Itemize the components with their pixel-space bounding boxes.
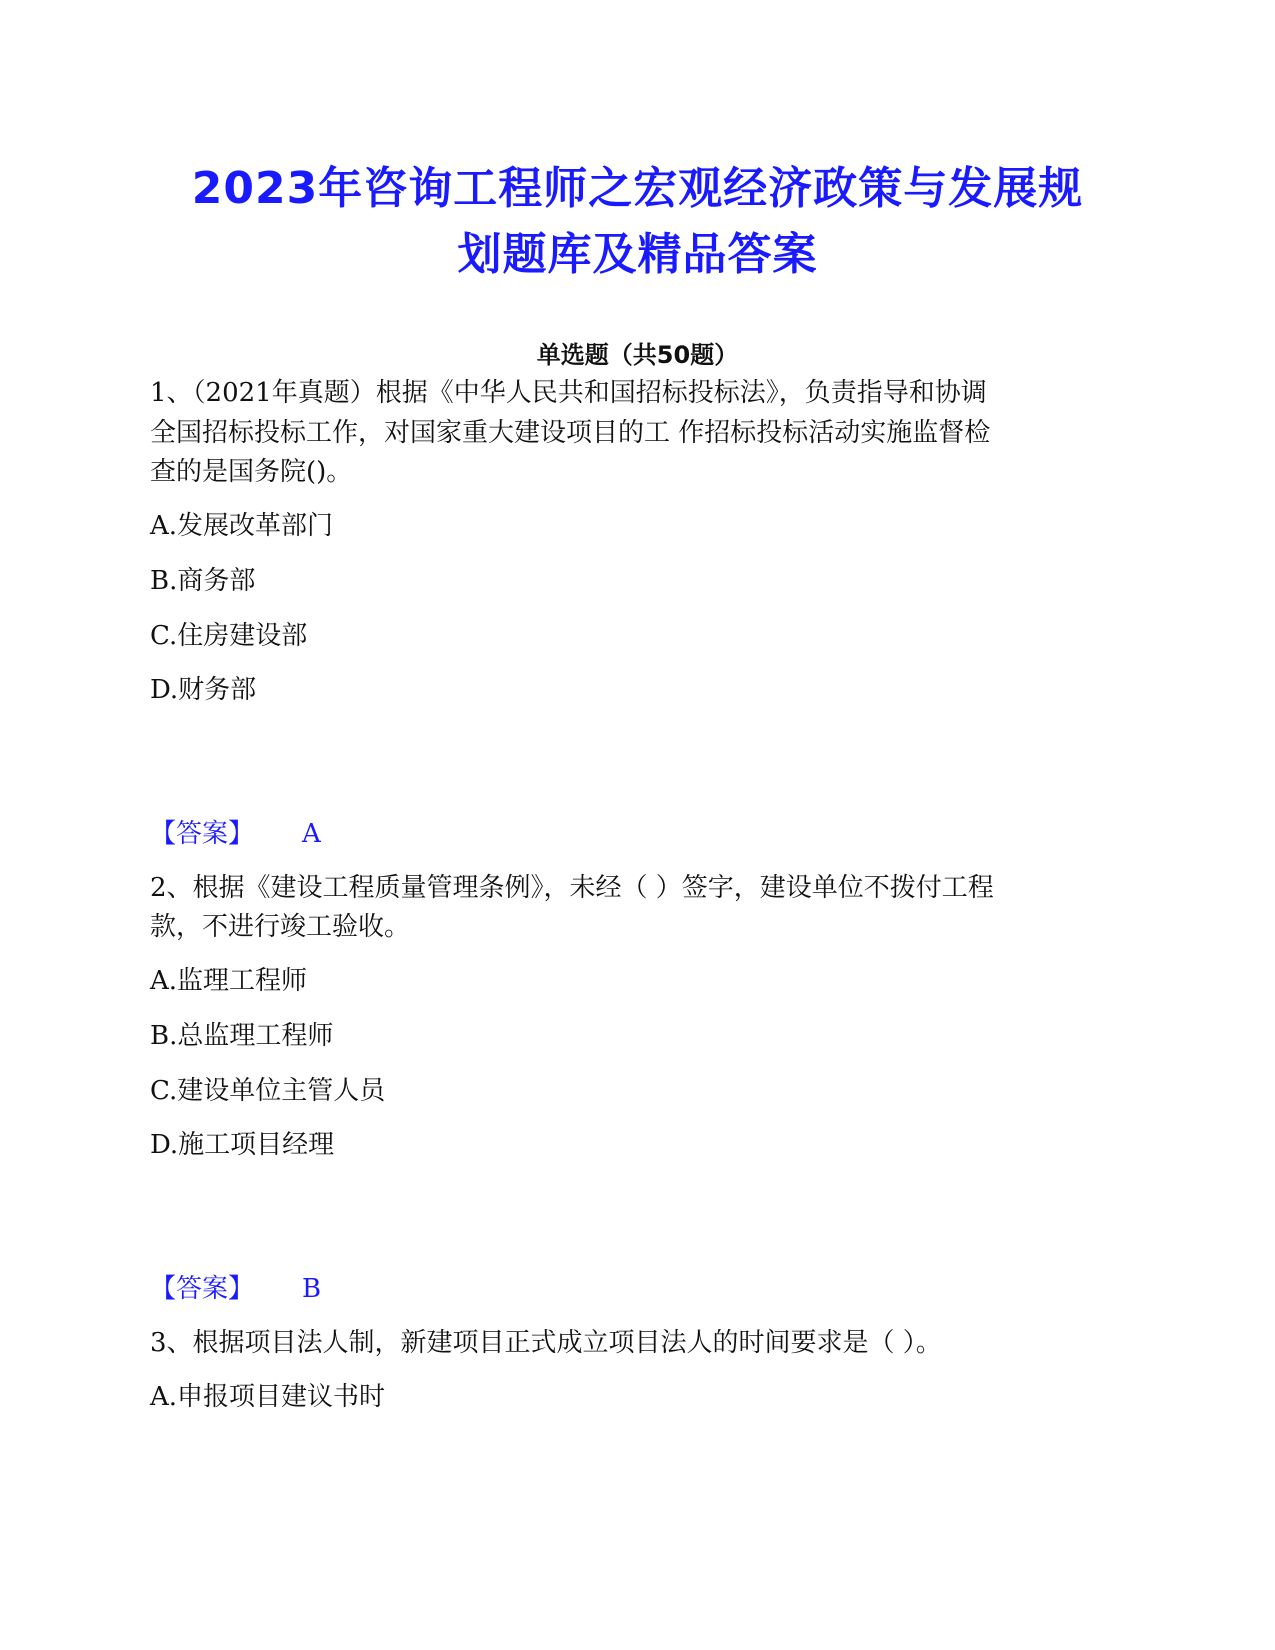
question-1-option-b: B.商务部: [150, 566, 256, 596]
question-2-stem-line-2: 款，不进行竣工验收。: [150, 912, 411, 942]
question-2-option-b: B.总监理工程师: [150, 1021, 334, 1051]
question-3-option-a: A.申报项目建议书时: [150, 1382, 386, 1412]
question-1-stem-line-3: 查的是国务院()。: [150, 457, 353, 487]
question-2-option-d: D.施工项目经理: [150, 1130, 335, 1160]
question-1-stem-line-1: 1、（2021年真题）根据《中华人民共和国招标投标法》，负责指导和协调: [150, 378, 987, 408]
question-2-option-a: A.监理工程师: [150, 966, 308, 996]
document-title-line-1: 2023年咨询工程师之宏观经济政策与发展规: [191, 163, 1084, 214]
section-heading: 单选题（共50题）: [536, 341, 739, 369]
question-1-answer: [150, 818, 321, 850]
question-1-option-a: A.发展改革部门: [150, 511, 334, 541]
answer-label: 【答案】: [150, 819, 255, 849]
document-title-line-2: 划题库及精品答案: [457, 229, 818, 280]
answer-value: B: [302, 1274, 322, 1304]
question-2-option-c: C.建设单位主管人员: [150, 1076, 386, 1106]
question-2-answer: [150, 1273, 321, 1305]
question-2-stem-line-1: 2、根据《建设工程质量管理条例》，未经（ ）签字，建设单位不拨付工程: [150, 873, 994, 903]
question-3-stem-line-1: 3、根据项目法人制，新建项目正式成立项目法人的时间要求是（ ）。: [150, 1328, 942, 1358]
question-1-option-d: D.财务部: [150, 675, 257, 705]
answer-label: 【答案】: [150, 1274, 255, 1304]
question-1-option-c: C.住房建设部: [150, 621, 308, 651]
answer-value: A: [302, 819, 321, 849]
question-1-stem-line-2: 全国招标投标工作，对国家重大建设项目的工 作招标投标活动实施监督检: [150, 418, 991, 448]
